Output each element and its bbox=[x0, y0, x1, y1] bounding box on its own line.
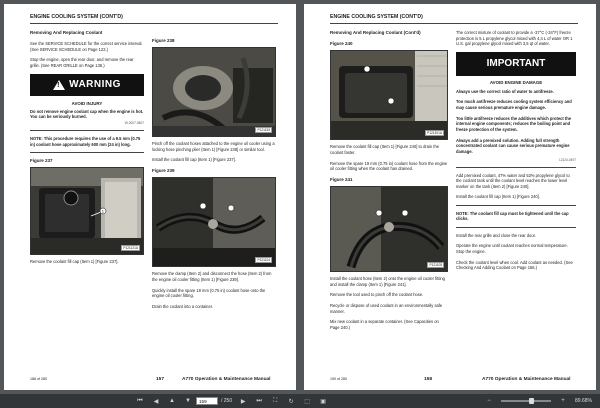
note: NOTE: The coolant fill cap must be tightened until the cap clicks. bbox=[456, 210, 569, 222]
divider bbox=[456, 205, 576, 206]
paragraph: Install the coolant fill cap (Item 1) [Figure 237]. bbox=[152, 157, 236, 163]
zoom-control bbox=[481, 397, 592, 405]
zoom-slider[interactable] bbox=[501, 400, 551, 402]
figure-code: P121301A bbox=[427, 131, 442, 135]
paragraph: Recycle or dispose of used coolant in an environmentally safe manner. bbox=[330, 303, 443, 314]
figure-240-image bbox=[330, 50, 448, 140]
zoom-slider-handle[interactable] bbox=[529, 398, 534, 404]
important-code: I-2124-0497 bbox=[558, 157, 576, 162]
important-text: Always add a premixed solution. Adding full strength concentrated coolant can cause serious premature engine damage. bbox=[456, 137, 570, 154]
subheading: Removing And Replacing Coolant (Cont'd) bbox=[330, 30, 421, 35]
figure-title: Figure 239 bbox=[152, 168, 175, 174]
paragraph: Drain the coolant into a container. bbox=[152, 303, 213, 309]
engine-photo bbox=[31, 168, 144, 255]
header-rule bbox=[330, 23, 578, 24]
warning-triangle-icon bbox=[53, 80, 65, 90]
dealer-copy-watermark bbox=[295, 160, 303, 300]
prev-page-icon[interactable]: ◀ bbox=[153, 398, 159, 405]
figure-title: Figure 237 bbox=[30, 157, 53, 163]
figure-code: P121121A bbox=[123, 245, 138, 250]
right-page bbox=[304, 4, 596, 390]
paragraph: Remove the clamp (Item 2) and disconnect the hose (Item 2) from the engine oil cooler fitting (Item 1) [Figure 239]. bbox=[152, 271, 272, 282]
paragraph: Pinch off the coolant hoses attached to the engine oil cooler using a locking hose pinching plier (Item 1) [Figure 238] or similar tool. bbox=[152, 141, 275, 152]
zoom-level: 89.68% bbox=[575, 398, 592, 404]
figure-title: Figure 241 bbox=[330, 176, 353, 182]
figure-title: Figure 240 bbox=[330, 41, 353, 47]
figure-code: P121105 bbox=[429, 262, 442, 267]
header-rule bbox=[30, 23, 278, 24]
avoid-damage-title: AVOID ENGINE DAMAGE bbox=[489, 79, 543, 85]
figure-title: Figure 238 bbox=[152, 38, 175, 43]
left-column bbox=[30, 30, 144, 270]
first-page-icon[interactable]: ⏮ bbox=[137, 397, 143, 404]
page-header: ENGINE COOLING SYSTEM (CONT'D) bbox=[330, 14, 423, 20]
hose-photo bbox=[331, 187, 448, 272]
figure-code: P121153 bbox=[257, 127, 270, 132]
selection-icon[interactable]: ⬚ bbox=[304, 398, 310, 405]
page-number: 157 bbox=[156, 377, 165, 382]
avoid-injury-title: AVOID INJURY bbox=[71, 100, 103, 106]
divider bbox=[456, 227, 576, 228]
warning-label: WARNING bbox=[69, 78, 121, 90]
left-page bbox=[4, 4, 296, 390]
divider bbox=[30, 130, 144, 131]
paragraph: Check the coolant level when cool. Add coolant as needed. (See Checking And Adding Coolant on Page 156.) bbox=[456, 259, 573, 271]
engine-photo bbox=[153, 178, 276, 267]
divider bbox=[456, 167, 576, 168]
figure-241-image bbox=[330, 186, 448, 272]
left-column bbox=[330, 30, 448, 336]
page-of-label: 190 of 280 bbox=[330, 377, 347, 381]
figure-237-image bbox=[30, 167, 144, 255]
warning-banner bbox=[30, 74, 144, 96]
page-up-icon[interactable]: ▲ bbox=[169, 398, 175, 404]
figure-code: P121104 bbox=[257, 257, 270, 262]
right-column bbox=[456, 30, 576, 276]
manual-title: A770 Operation & Maintenance Manual bbox=[182, 377, 271, 382]
engine-photo bbox=[153, 48, 276, 137]
fit-page-icon[interactable]: ⛶ bbox=[273, 397, 278, 404]
paragraph: Install the coolant hose (Item 2) onto the engine oil cooler fitting and install the clamp (Item 1) [Figure 241]. bbox=[330, 276, 445, 287]
paragraph: Remove the tool used to pinch off the coolant hose. bbox=[330, 292, 424, 298]
paragraph: Stop the engine, open the rear door, and remove the rear grille. (See REAR GRILLE on Page 135.) bbox=[30, 57, 134, 69]
pdf-toolbar bbox=[0, 394, 600, 408]
zoom-out-icon[interactable]: − bbox=[487, 398, 491, 404]
important-text: Always use the correct ratio of water to antifreeze. bbox=[456, 88, 554, 94]
svg-text:1: 1 bbox=[101, 208, 105, 214]
important-text: Too little antifreeze reduces the additives which protect the internal engine components; reduces the boiling point and freeze protection of the system. bbox=[456, 115, 572, 132]
figure-238-image bbox=[152, 47, 276, 137]
divider bbox=[30, 152, 144, 153]
coolant-tank-photo bbox=[331, 51, 448, 140]
paragraph: The correct mixture of coolant to provide a -37°C (-34°F) freeze protection is 5 L propylene glycol mixed with 4,4 L of water OR 1 U.S. gal propylene glycol mixed with 3,5 qt of water. bbox=[456, 30, 573, 47]
page-header: ENGINE COOLING SYSTEM (CONT'D) bbox=[30, 14, 123, 20]
dealer-copy-text: Dealer Copy -- Not for Resale bbox=[296, 200, 302, 257]
paragraph: Quickly install the spare 19 mm (0.75 in) coolant hose onto the engine oil cooler fitting. bbox=[152, 287, 266, 299]
paragraph: See the SERVICE SCHEDULE for the correct service interval. (See SERVICE SCHEDULE on Page 122.) bbox=[30, 41, 143, 52]
paragraph: Mix new coolant in a separate container. (See Capacities on Page 240.) bbox=[330, 319, 439, 331]
important-banner: IMPORTANT bbox=[456, 52, 576, 76]
paragraph: Install the rear grille and close the rear door. bbox=[456, 232, 536, 238]
page-number: 158 bbox=[424, 377, 433, 382]
warning-code: W-2007-0807 bbox=[124, 120, 144, 125]
paragraph: Install the coolant fill cap (Item 1) [Figure 240]. bbox=[456, 194, 540, 200]
avoid-injury-text: Do not remove engine coolant cap when the engine is hot. You can be seriously burned. bbox=[30, 108, 144, 120]
paragraph: Remove the spare 19 mm (0.75 in) coolant hose from the engine oil cooler fitting when the coolant has drained. bbox=[330, 160, 448, 172]
page-number-input[interactable]: 159 bbox=[196, 397, 218, 405]
last-page-icon[interactable]: ⏭ bbox=[256, 397, 262, 404]
paragraph: Remove the coolant fill cap (Item 1) [Figure 240] to drain the coolant faster. bbox=[330, 144, 439, 156]
right-column bbox=[152, 38, 276, 315]
subheading: Removing And Replacing Coolant bbox=[30, 30, 103, 35]
zoom-in-icon[interactable]: + bbox=[561, 398, 565, 404]
paragraph: Operate the engine until coolant reaches normal temperature. Stop the engine. bbox=[456, 243, 568, 254]
rotate-icon[interactable]: ↻ bbox=[288, 398, 294, 405]
important-text: Too much antifreeze reduces cooling system efficiency and may cause serious premature engine damage. bbox=[456, 99, 572, 111]
note: NOTE: This procedure requires the use of a 9.5 mm (0.75 in) coolant hose approximately 600 mm (24 in) long. bbox=[30, 135, 141, 147]
page-down-icon[interactable]: ▼ bbox=[185, 398, 191, 404]
page-of-label: 188 of 280 bbox=[30, 377, 47, 381]
manual-title: A770 Operation & Maintenance Manual bbox=[482, 377, 571, 382]
paragraph: Add premixed coolant, 47% water and 53% propylene glycol to the coolant tank until the coolant level reaches the lower level marker on the tank (Item 2) [Figure 240]. bbox=[456, 172, 570, 189]
view-mode-icon[interactable]: ▣ bbox=[320, 398, 326, 405]
figure-caption: Remove the coolant fill cap (Item 1) [Figure 237]. bbox=[30, 259, 119, 264]
next-page-icon[interactable]: ▶ bbox=[240, 398, 246, 405]
figure-239-image bbox=[152, 177, 276, 267]
page-total: / 250 bbox=[221, 398, 233, 404]
